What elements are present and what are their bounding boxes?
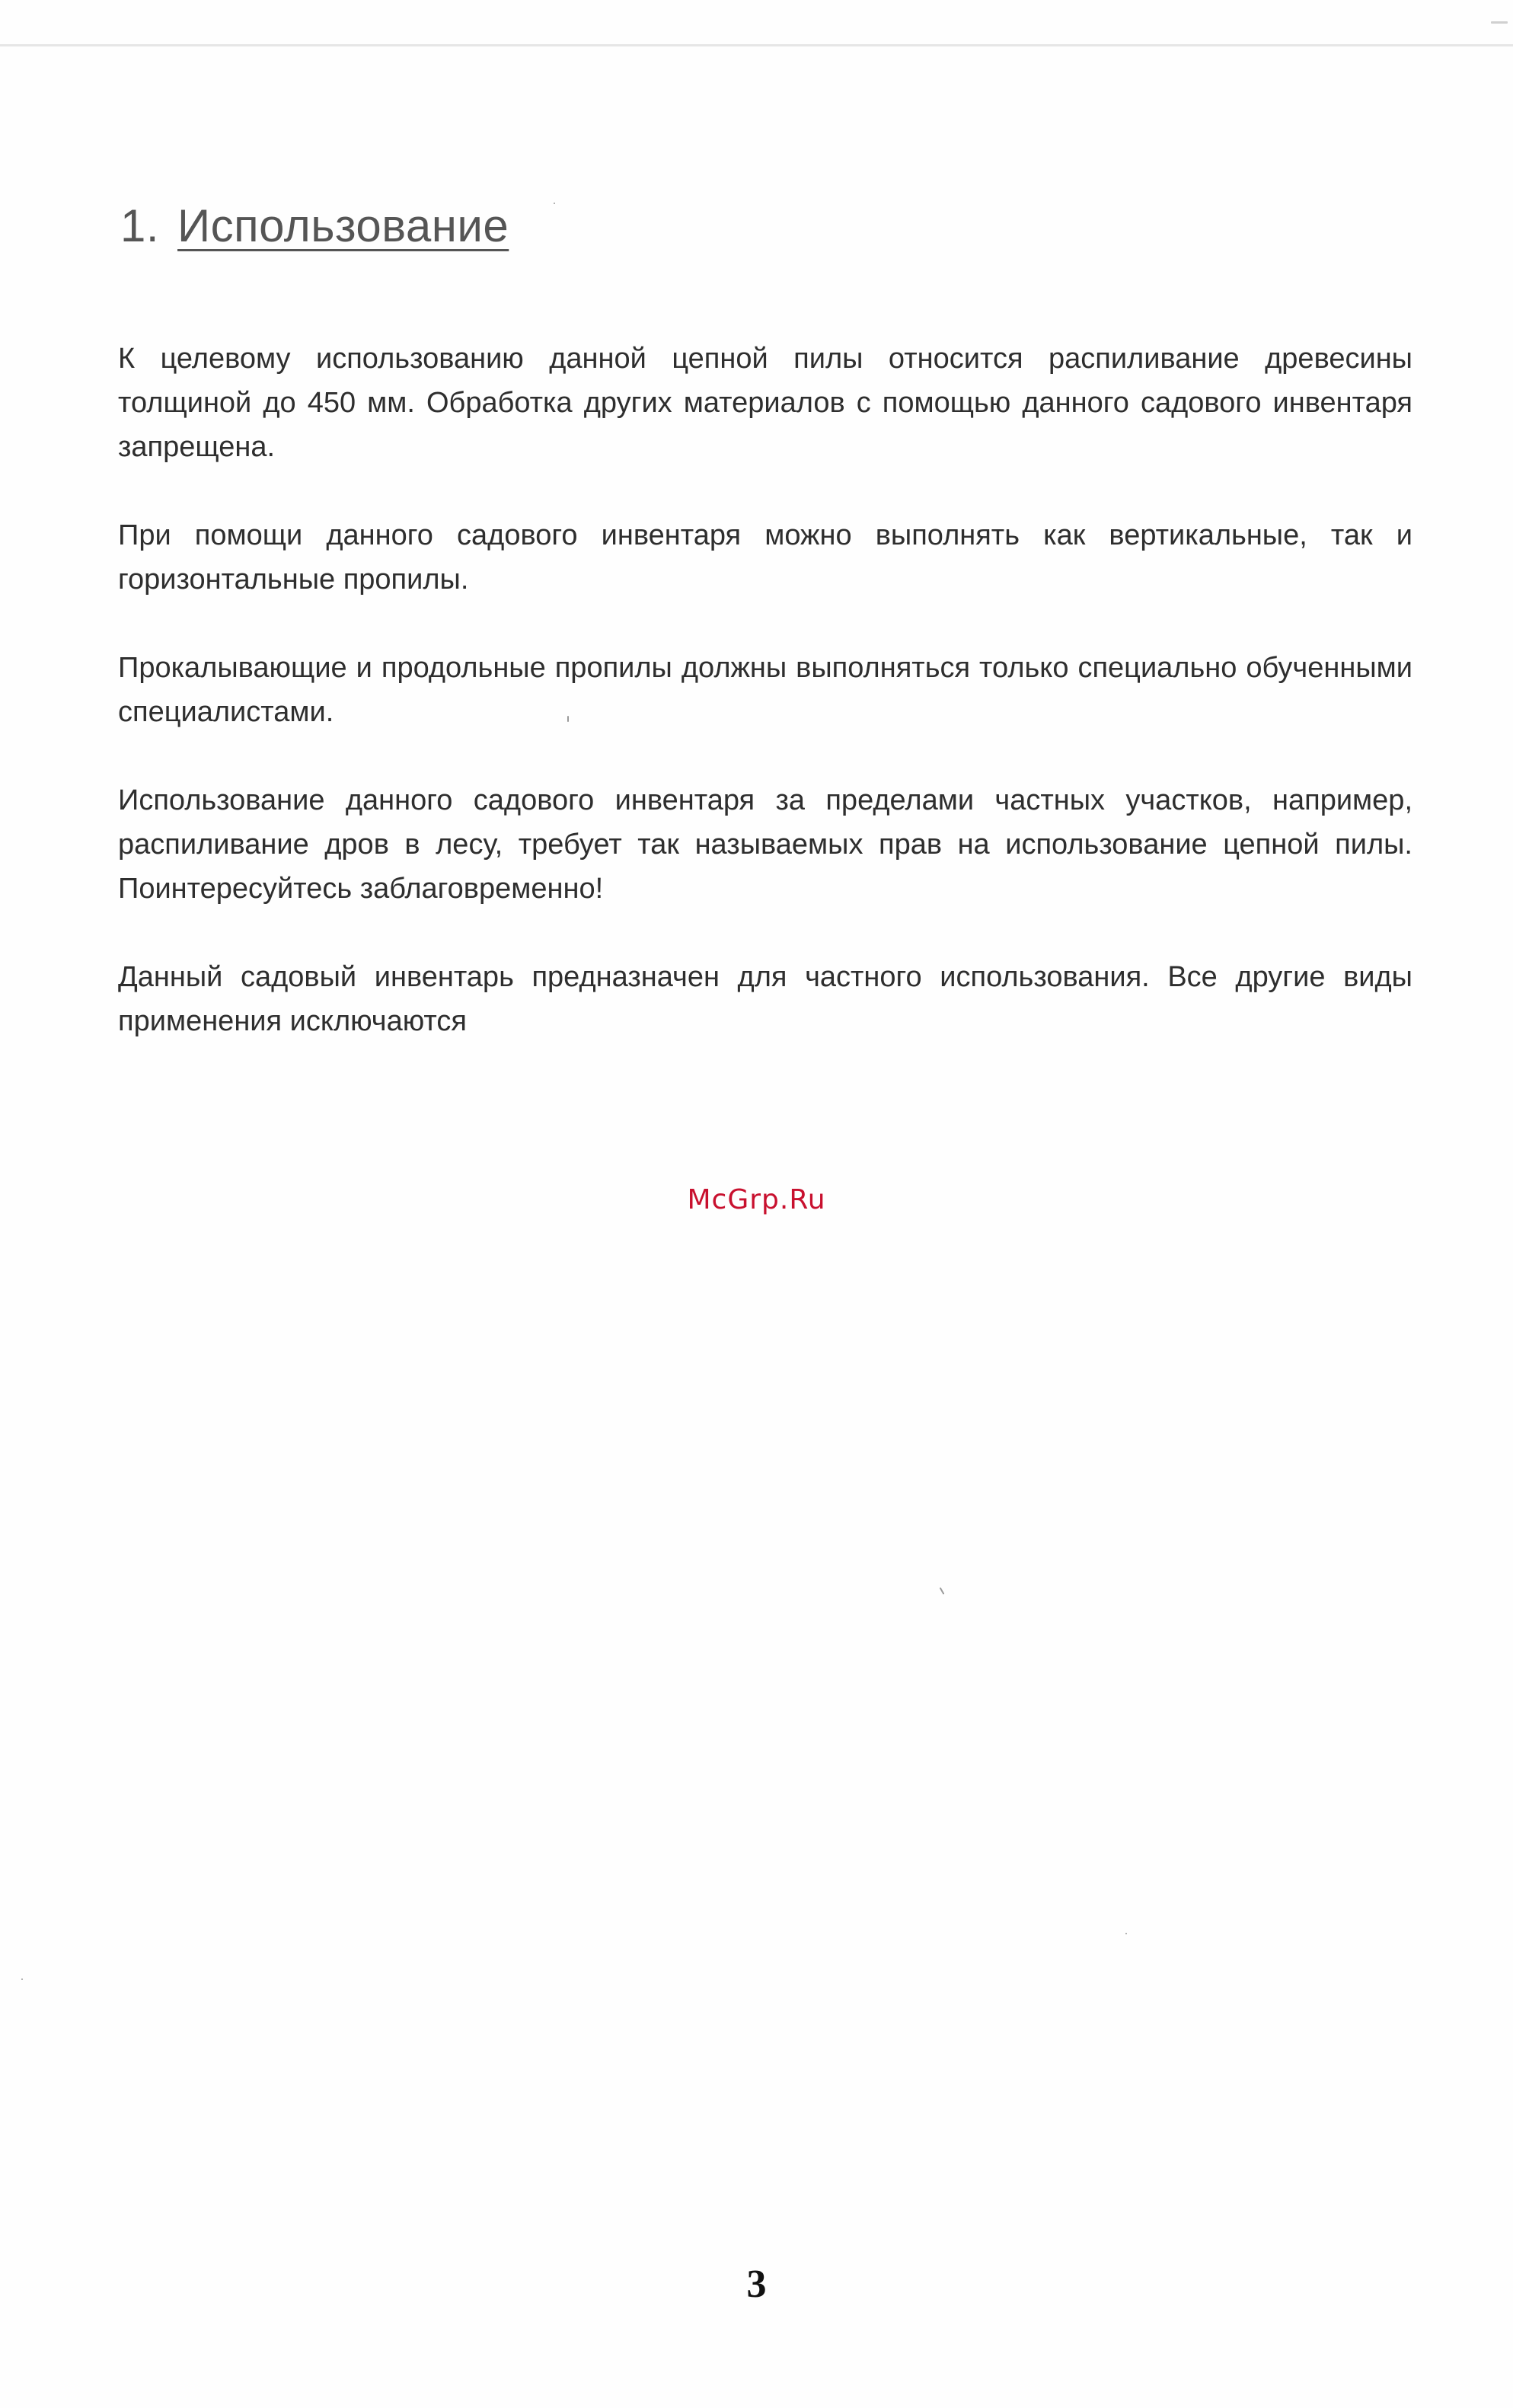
scan-speck [567, 716, 569, 722]
paragraph-specialists: Прокалывающие и продольные пропилы должны выполняться только специально обученными специалистами. [118, 652, 1412, 728]
scan-edge-line [0, 44, 1513, 46]
section-title: Использование [177, 200, 509, 251]
scan-speck [1125, 1933, 1127, 1934]
paragraph-intended-use: К целевому использованию данной цепной пилы относится распиливание древесины толщиной до 450 мм. Обработка других материалов с помощью данного садового инвентаря запрещена. [118, 343, 1412, 463]
scan-speck [21, 1978, 23, 1980]
scan-speck [554, 203, 555, 204]
section-number: 1. [120, 200, 160, 251]
scan-speck [940, 1587, 945, 1595]
paragraph-private-use: Данный садовый инвентарь предназначен для частного использования. Все другие виды применения исключаются [118, 961, 1412, 1037]
body-text [118, 337, 1412, 1087]
page-number: 3 [746, 2263, 767, 2306]
section-heading [120, 200, 509, 252]
paragraph-license: Использование данного садового инвентаря за пределами частных участков, например, распиливание дров в лесу, требует так называемых прав на использование цепной пилы. Поинтересуйтесь заблаговременно! [118, 784, 1412, 905]
watermark: McGrp.Ru [687, 1184, 826, 1215]
paragraph-cut-types: При помощи данного садового инвентаря можно выполнять как вертикальные, так и горизонтальные пропилы. [118, 519, 1412, 596]
scan-speck [1491, 21, 1508, 24]
